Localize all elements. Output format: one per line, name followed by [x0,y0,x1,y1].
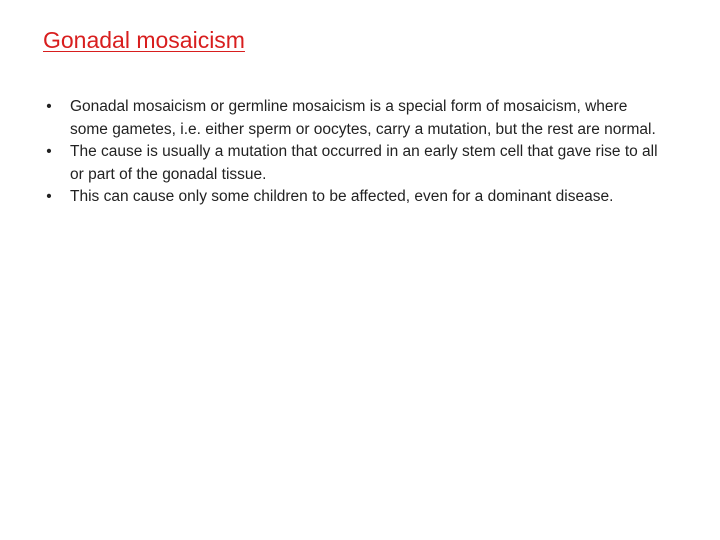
bullet-item [43,141,663,186]
bullet-text: The cause is usually a mutation that occurred in an early stem cell that gave rise to all or part of the gonadal tissue. [70,143,658,183]
bullet-icon: • [46,143,52,160]
bullet-icon: • [46,188,52,205]
bullet-list [43,96,663,209]
slide-title: Gonadal mosaicism [43,27,245,53]
bullet-item [43,96,663,141]
bullet-item [43,186,663,209]
bullet-text: This can cause only some children to be affected, even for a dominant disease. [70,188,614,205]
bullet-icon: • [46,98,52,115]
bullet-text: Gonadal mosaicism or germline mosaicism is a special form of mosaicism, where some gametes, i.e. either sperm or oocytes, carry a mutation, but the rest are normal. [70,98,656,138]
